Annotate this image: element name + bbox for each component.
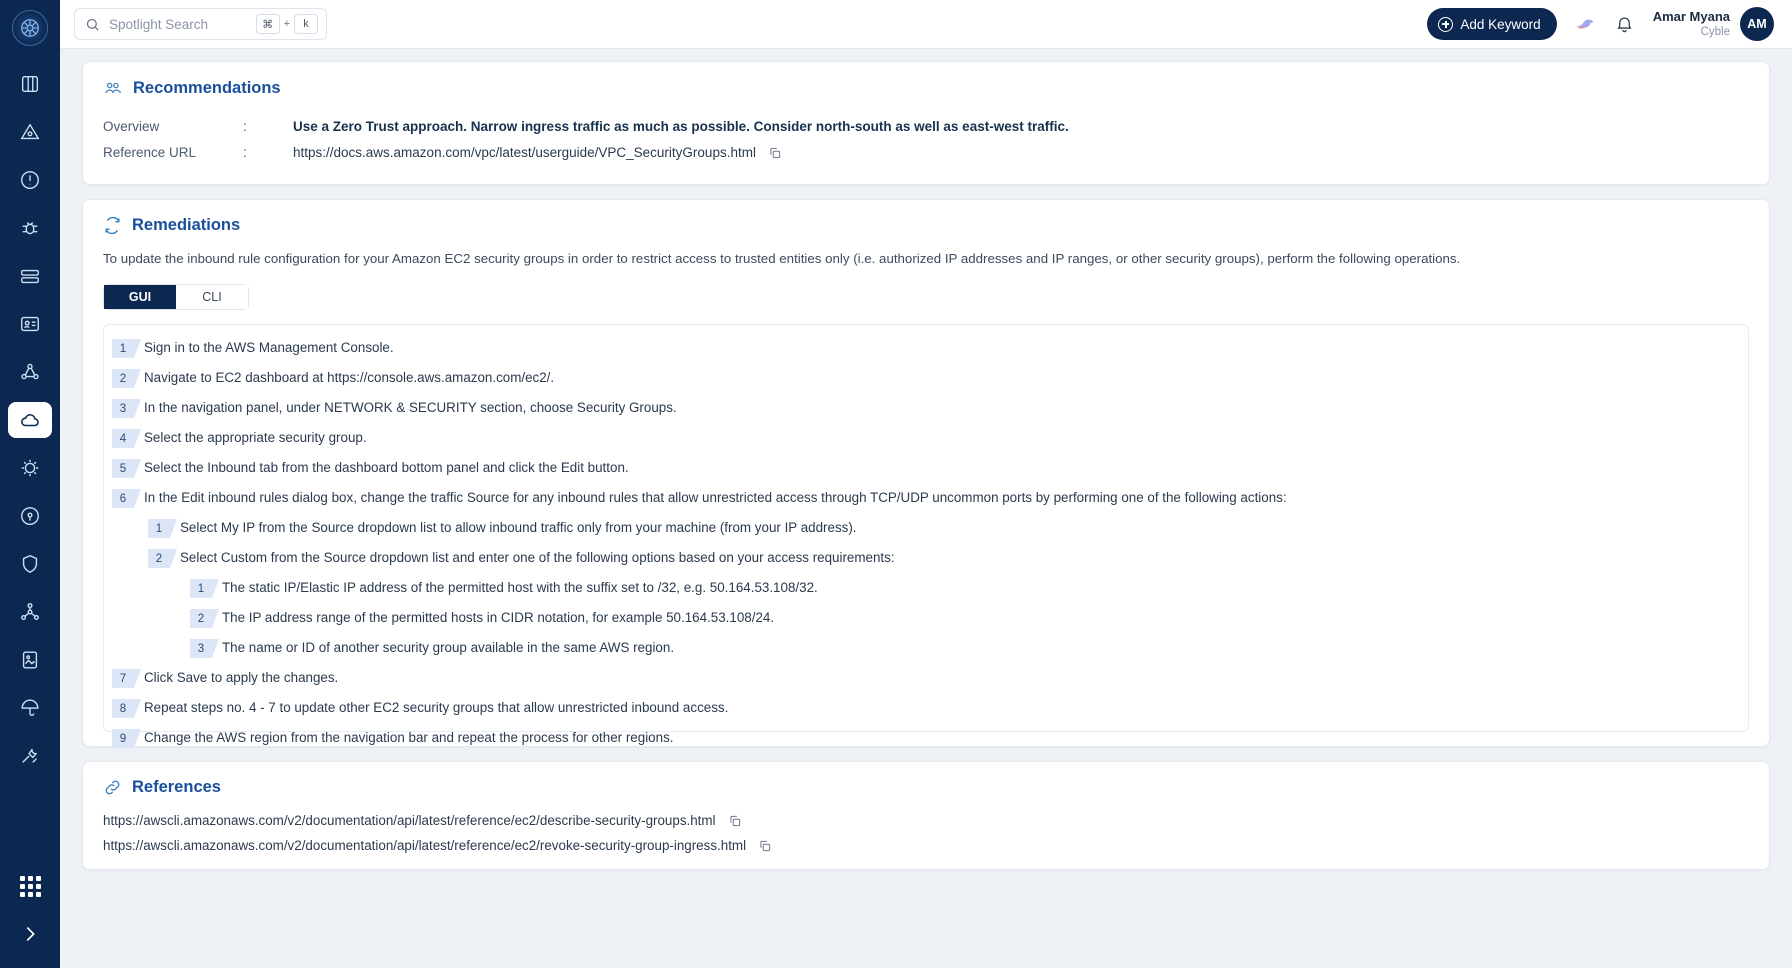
share-nodes-icon	[19, 361, 41, 383]
recommendations-title: Recommendations	[133, 78, 281, 97]
user-menu[interactable]	[1653, 7, 1774, 41]
step-text: Select the Inbound tab from the dashboard bottom panel and click the Edit button.	[144, 460, 629, 475]
step-text: Change the AWS region from the navigation bar and repeat the process for other regions.	[144, 730, 674, 745]
step-number: 1	[112, 339, 134, 358]
step-number: 1	[190, 579, 212, 598]
content-scroll	[60, 49, 1792, 968]
reference-url[interactable]: https://awscli.amazonaws.com/v2/documentation/api/latest/reference/ec2/revoke-security-group-ingress.html	[103, 838, 747, 853]
step-item-subsub	[190, 573, 1734, 603]
shortcut-key-k: k	[294, 14, 318, 34]
step-text: Navigate to EC2 dashboard at https://console.aws.amazon.com/ec2/.	[144, 370, 555, 385]
sidebar-item-network[interactable]	[0, 588, 60, 636]
reference-url[interactable]: https://awscli.amazonaws.com/v2/documentation/api/latest/reference/ec2/describe-security-groups.html	[103, 813, 716, 828]
step-item	[112, 423, 1734, 453]
step-item	[112, 693, 1734, 723]
tools-icon	[19, 745, 41, 767]
step-number: 7	[112, 669, 134, 688]
umbrella-icon	[19, 697, 41, 719]
search-icon	[85, 17, 100, 32]
sidebar-item-reports[interactable]	[0, 636, 60, 684]
bird-logo-icon[interactable]	[1573, 12, 1597, 36]
alert-circle-icon	[19, 169, 41, 191]
step-number: 5	[112, 459, 134, 478]
copy-icon[interactable]	[758, 839, 772, 853]
sidebar-item-vulnerability[interactable]	[0, 444, 60, 492]
step-item	[112, 333, 1734, 363]
add-keyword-label: Add Keyword	[1460, 16, 1541, 32]
link-icon	[103, 778, 122, 797]
user-name: Amar Myana	[1652, 8, 1730, 24]
sidebar	[0, 0, 60, 968]
remediations-card	[82, 199, 1770, 747]
tab-cli[interactable]: CLI	[176, 285, 248, 309]
recommendation-row-reference-url	[103, 140, 1749, 166]
step-text: The IP address range of the permitted hosts in CIDR notation, for example 50.164.53.108/24.	[222, 610, 775, 625]
server-icon	[19, 265, 41, 287]
row-value-wrap	[293, 142, 782, 164]
references-card	[82, 761, 1770, 870]
sidebar-item-takedown[interactable]	[0, 684, 60, 732]
topbar-right	[1427, 7, 1774, 41]
step-number: 1	[148, 519, 170, 538]
shield-icon	[19, 553, 41, 575]
step-number: 3	[190, 639, 212, 658]
user-org: Cyble	[1700, 25, 1730, 38]
sidebar-item-threat-intel[interactable]	[0, 348, 60, 396]
step-item	[112, 453, 1734, 483]
step-number: 3	[112, 399, 134, 418]
remediations-title: Remediations	[132, 216, 241, 234]
sidebar-expand-button[interactable]	[0, 910, 60, 958]
shortcut-key-cmd: ⌘	[256, 14, 280, 34]
sidebar-item-alerts[interactable]	[0, 156, 60, 204]
network-icon	[19, 601, 41, 623]
remediations-description: To update the inbound rule configuration for your Amazon EC2 security groups in order to restrict access to trusted entities only (i.e. authorized IP addresses and IP ranges, or other security groups), perform the following operations.	[103, 251, 1461, 266]
recommendations-icon	[103, 78, 123, 98]
user-text	[1653, 9, 1730, 40]
step-number: 2	[112, 369, 134, 388]
step-number: 9	[112, 729, 134, 748]
row-value: Use a Zero Trust approach. Narrow ingress traffic as much as possible. Consider north-south as well as east-west traffic.	[293, 119, 1069, 134]
top-bar	[60, 0, 1792, 49]
virus-icon	[19, 457, 41, 479]
step-number: 2	[148, 549, 170, 568]
recommendation-row-overview	[103, 114, 1749, 140]
row-separator: :	[243, 119, 247, 134]
step-number: 6	[112, 489, 134, 508]
cloud-icon	[19, 409, 41, 431]
tab-gui[interactable]: GUI	[104, 285, 176, 309]
step-text: Select My IP from the Source dropdown list to allow inbound traffic only from your machine (from your IP address).	[180, 520, 857, 535]
reference-item	[103, 838, 1749, 853]
document-image-icon	[19, 649, 41, 671]
step-item	[112, 393, 1734, 423]
step-text: In the Edit inbound rules dialog box, change the traffic Source for any inbound rules that allow unrestricted access through TCP/UDP uncommon ports by performing one of the following actions:	[144, 490, 1287, 505]
copy-icon[interactable]	[768, 146, 782, 160]
references-title: References	[132, 778, 221, 796]
shortcut-plus: +	[283, 18, 290, 30]
sidebar-bottom	[0, 862, 60, 968]
references-list	[103, 813, 1749, 853]
references-header	[103, 778, 1749, 797]
search-shortcut	[256, 14, 318, 34]
sidebar-item-geo-monitoring[interactable]	[0, 492, 60, 540]
step-text: Sign in to the AWS Management Console.	[144, 340, 394, 355]
sidebar-nav	[0, 60, 60, 780]
main-area	[60, 0, 1792, 968]
step-number: 4	[112, 429, 134, 448]
step-text: Select Custom from the Source dropdown list and enter one of the following options based on your access requirements:	[180, 550, 895, 565]
step-text: Click Save to apply the changes.	[144, 670, 339, 685]
step-text: Select the appropriate security group.	[144, 430, 367, 445]
recommendations-rows	[103, 114, 1749, 166]
step-item-subsub	[190, 603, 1734, 633]
step-number: 2	[190, 609, 212, 628]
sidebar-item-dashboard[interactable]	[0, 60, 60, 108]
refresh-icon	[103, 216, 122, 235]
reference-item	[103, 813, 1749, 828]
radar-icon	[19, 121, 41, 143]
remediation-mode-toggle[interactable]	[103, 284, 249, 310]
logo-wrapper[interactable]	[0, 0, 60, 56]
plus-circle-icon	[1438, 17, 1453, 32]
step-text: In the navigation panel, under NETWORK & SECURITY section, choose Security Groups.	[144, 400, 677, 415]
step-item-sub	[148, 543, 1734, 573]
avatar: AM	[1740, 7, 1774, 41]
step-item-sub	[148, 513, 1734, 543]
reference-url-text: https://docs.aws.amazon.com/vpc/latest/userguide/VPC_SecurityGroups.html	[293, 145, 756, 160]
step-text: The name or ID of another security group available in the same AWS region.	[222, 640, 675, 655]
grid-apps-icon	[20, 876, 41, 897]
step-number: 8	[112, 699, 134, 718]
search-input[interactable]	[74, 8, 327, 40]
sidebar-item-tools[interactable]	[0, 732, 60, 780]
row-label: Reference URL	[103, 145, 197, 160]
row-separator: :	[243, 145, 247, 160]
sidebar-item-brand-intelligence[interactable]	[0, 204, 60, 252]
map-pin-icon	[19, 505, 41, 527]
cyble-logo-icon[interactable]	[12, 10, 48, 46]
sidebar-item-compliance[interactable]	[0, 540, 60, 588]
chevron-right-icon	[19, 923, 41, 945]
remediation-steps-list[interactable]	[103, 324, 1749, 745]
apps-grid-button[interactable]	[0, 862, 60, 910]
columns-icon	[19, 73, 41, 95]
id-card-icon	[19, 313, 41, 335]
bug-icon	[19, 217, 41, 239]
bell-icon[interactable]	[1613, 12, 1637, 36]
step-item	[112, 483, 1734, 513]
sidebar-item-attack-surface[interactable]	[0, 108, 60, 156]
step-item-subsub	[190, 633, 1734, 663]
step-item	[112, 723, 1734, 753]
copy-icon[interactable]	[728, 814, 742, 828]
row-label: Overview	[103, 119, 160, 134]
recommendations-card	[82, 61, 1770, 185]
step-item	[112, 663, 1734, 693]
sidebar-item-cloud-security[interactable]	[0, 396, 60, 444]
step-item	[112, 363, 1734, 393]
sidebar-item-dark-web[interactable]	[0, 252, 60, 300]
add-keyword-button[interactable]	[1427, 8, 1556, 40]
sidebar-item-identity[interactable]	[0, 300, 60, 348]
step-text: Repeat steps no. 4 - 7 to update other EC2 security groups that allow unrestricted inbound access.	[144, 700, 729, 715]
remediations-header	[103, 216, 1749, 235]
search-placeholder: Spotlight Search	[109, 16, 209, 32]
recommendations-header	[103, 78, 1749, 98]
step-text: The static IP/Elastic IP address of the permitted host with the suffix set to /32, e.g. 50.164.53.108/32.	[222, 580, 818, 595]
